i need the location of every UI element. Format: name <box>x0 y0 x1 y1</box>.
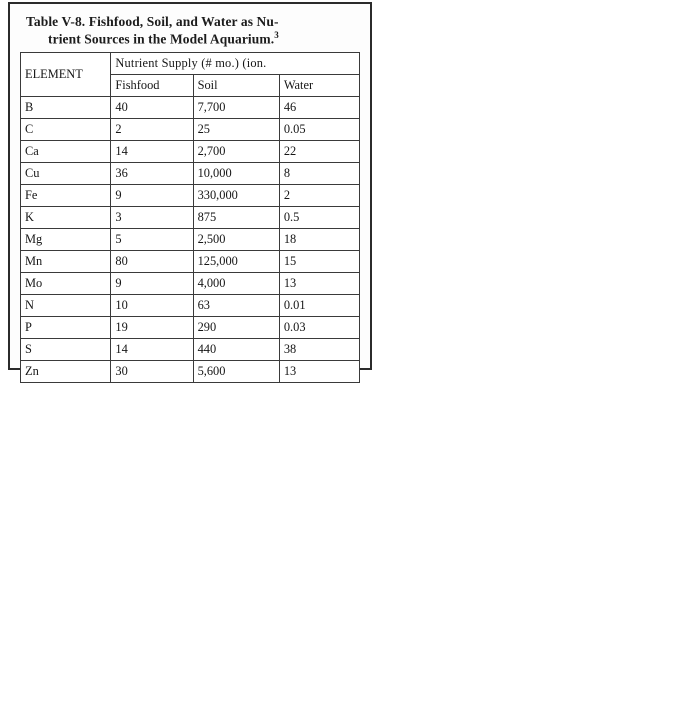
cell-water: 0.5 <box>279 207 359 229</box>
cell-soil: 330,000 <box>193 185 279 207</box>
cell-soil: 125,000 <box>193 251 279 273</box>
table-row <box>21 141 360 163</box>
cell-element: Mn <box>21 251 111 273</box>
column-header-soil: Soil <box>193 75 279 97</box>
cell-element: Fe <box>21 185 111 207</box>
table-row <box>21 185 360 207</box>
cell-water: 15 <box>279 251 359 273</box>
cell-element: B <box>21 97 111 119</box>
table-row <box>21 163 360 185</box>
column-header-fishfood: Fishfood <box>111 75 193 97</box>
table-row <box>21 207 360 229</box>
cell-fishfood: 36 <box>111 163 193 185</box>
cell-soil: 25 <box>193 119 279 141</box>
table-row <box>21 339 360 361</box>
cell-soil: 5,600 <box>193 361 279 383</box>
cell-soil: 10,000 <box>193 163 279 185</box>
cell-fishfood: 19 <box>111 317 193 339</box>
table-header-row-group <box>21 53 360 75</box>
table-row <box>21 229 360 251</box>
table-row <box>21 251 360 273</box>
cell-element: Mg <box>21 229 111 251</box>
table-row <box>21 295 360 317</box>
cell-soil: 440 <box>193 339 279 361</box>
table-body <box>21 97 360 383</box>
table-row <box>21 317 360 339</box>
cell-fishfood: 14 <box>111 141 193 163</box>
cell-water: 13 <box>279 273 359 295</box>
cell-water: 0.01 <box>279 295 359 317</box>
cell-fishfood: 3 <box>111 207 193 229</box>
table-figure <box>8 2 372 378</box>
cell-fishfood: 9 <box>111 185 193 207</box>
cell-soil: 63 <box>193 295 279 317</box>
cell-soil: 290 <box>193 317 279 339</box>
caption-line-1: Table V-8. Fishfood, Soil, and Water as Nu- <box>26 14 279 29</box>
cell-fishfood: 14 <box>111 339 193 361</box>
cell-element: Ca <box>21 141 111 163</box>
cell-fishfood: 10 <box>111 295 193 317</box>
cell-soil: 4,000 <box>193 273 279 295</box>
cell-water: 38 <box>279 339 359 361</box>
cell-fishfood: 30 <box>111 361 193 383</box>
column-header-water: Water <box>279 75 359 97</box>
table-row <box>21 97 360 119</box>
cell-element: C <box>21 119 111 141</box>
cell-soil: 2,500 <box>193 229 279 251</box>
cell-element: N <box>21 295 111 317</box>
cell-soil: 7,700 <box>193 97 279 119</box>
cell-fishfood: 80 <box>111 251 193 273</box>
cell-water: 18 <box>279 229 359 251</box>
table-row <box>21 273 360 295</box>
caption-line-2-text: trient Sources in the Model Aquarium. <box>48 31 275 47</box>
cell-water: 0.03 <box>279 317 359 339</box>
cell-water: 8 <box>279 163 359 185</box>
cell-element: Zn <box>21 361 111 383</box>
cell-element: K <box>21 207 111 229</box>
cell-soil: 2,700 <box>193 141 279 163</box>
column-header-nutrient-supply: Nutrient Supply (# mo.) (ion. <box>111 53 360 75</box>
cell-water: 13 <box>279 361 359 383</box>
cell-fishfood: 2 <box>111 119 193 141</box>
cell-soil: 875 <box>193 207 279 229</box>
cell-water: 0.05 <box>279 119 359 141</box>
table-row <box>21 119 360 141</box>
cell-water: 46 <box>279 97 359 119</box>
cell-element: Cu <box>21 163 111 185</box>
nutrient-sources-table <box>20 52 360 383</box>
cell-element: P <box>21 317 111 339</box>
cell-element: Mo <box>21 273 111 295</box>
cell-fishfood: 5 <box>111 229 193 251</box>
column-header-element: ELEMENT <box>21 53 111 97</box>
table-row <box>21 361 360 383</box>
table-caption <box>26 13 356 48</box>
caption-line-2 <box>48 30 356 48</box>
cell-element: S <box>21 339 111 361</box>
cell-fishfood: 9 <box>111 273 193 295</box>
cell-water: 22 <box>279 141 359 163</box>
cell-fishfood: 40 <box>111 97 193 119</box>
cell-water: 2 <box>279 185 359 207</box>
caption-footnote-marker: 3 <box>274 30 279 41</box>
